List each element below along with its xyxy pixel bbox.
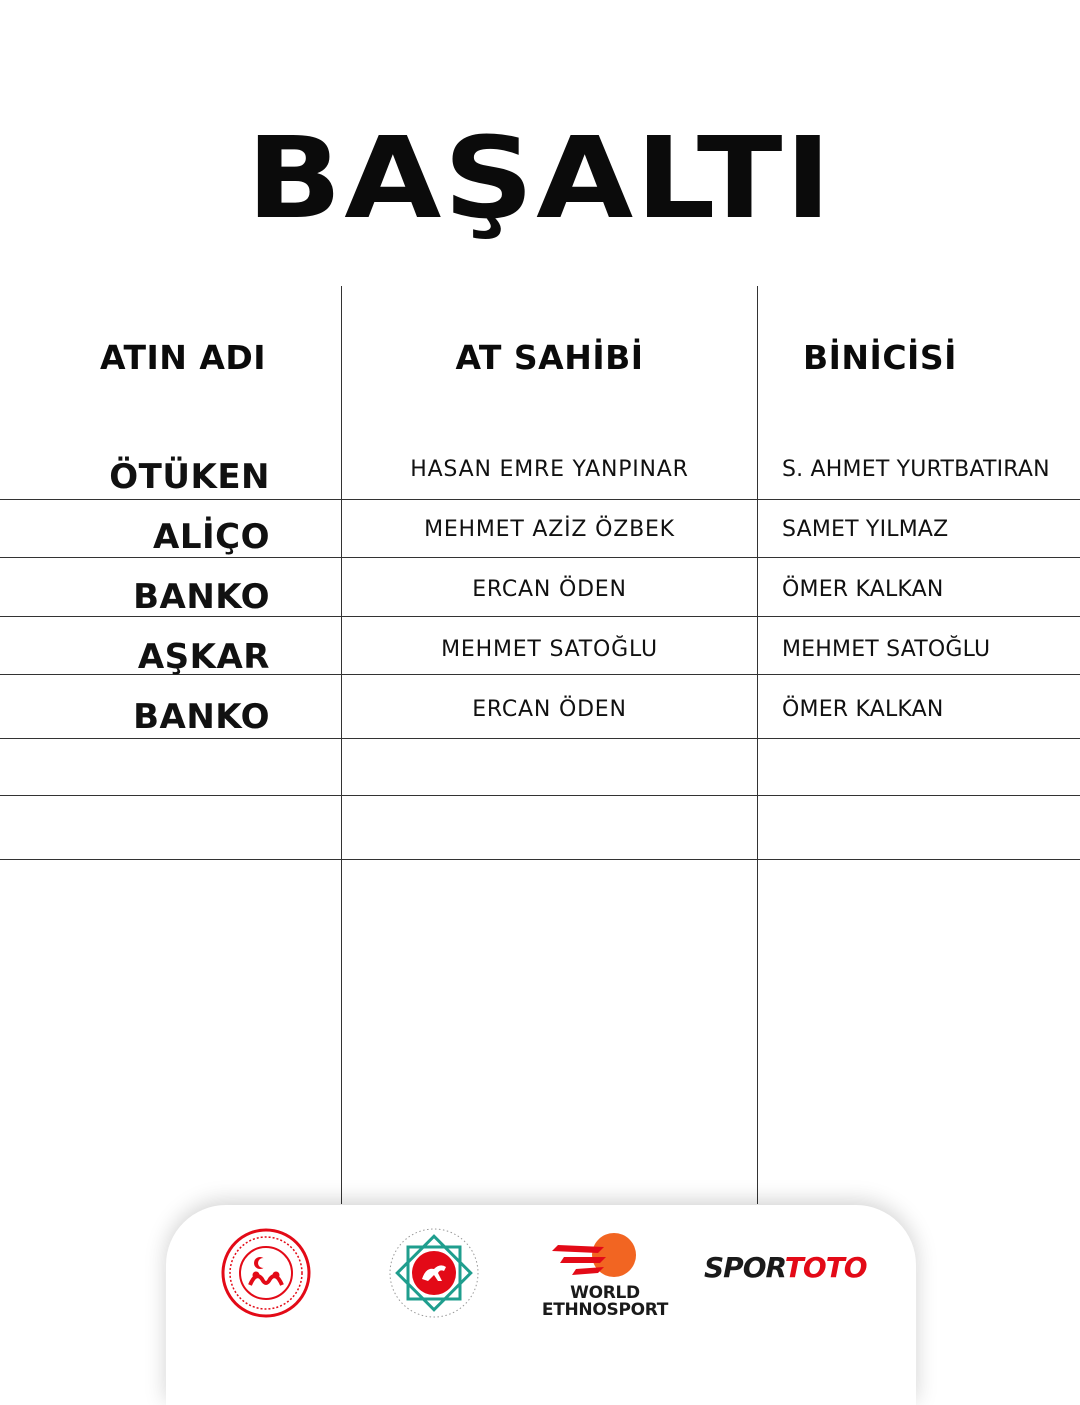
column-divider-1: [341, 286, 342, 1204]
federation-logo: [384, 1223, 484, 1327]
ministry-seal-icon: [220, 1227, 312, 1319]
world-ethnosport-logo: [538, 1229, 672, 1319]
ministry-logo: [220, 1227, 312, 1323]
sponsor-footer: [166, 1205, 916, 1405]
horse-name: BANKO: [133, 577, 270, 617]
owner-name: ERCAN ÖDEN: [472, 577, 627, 602]
owner-name: HASAN EMRE YANPINAR: [410, 457, 689, 482]
federation-seal-icon: [384, 1223, 484, 1323]
sportoto-part2: TOTO: [784, 1251, 867, 1284]
horse-name: ALİÇO: [153, 517, 270, 557]
row-divider: [0, 738, 1080, 739]
ethnosport-flame-icon: [538, 1229, 672, 1281]
ethnosport-word-2: ETHNOSPORT: [541, 1300, 669, 1320]
owner-name: MEHMET SATOĞLU: [441, 637, 658, 662]
column-divider-2: [757, 286, 758, 1204]
horse-name: ÖTÜKEN: [109, 457, 270, 497]
sportoto-part1: SPOR: [704, 1251, 785, 1284]
header-rider: BİNİCİSİ: [803, 338, 957, 377]
header-owner: AT SAHİBİ: [455, 338, 644, 377]
row-divider: [0, 557, 1080, 558]
owner-name: MEHMET AZİZ ÖZBEK: [424, 517, 675, 542]
rider-name: S. AHMET YURTBATIRAN: [782, 457, 1050, 482]
row-divider: [0, 499, 1080, 500]
rider-name: SAMET YILMAZ: [782, 517, 949, 542]
horse-name: AŞKAR: [137, 637, 270, 677]
page-title: BAŞALTI: [246, 114, 834, 244]
row-divider: [0, 859, 1080, 860]
horse-name: BANKO: [133, 697, 270, 737]
owner-name: ERCAN ÖDEN: [472, 697, 627, 722]
rider-name: ÖMER KALKAN: [782, 577, 944, 602]
rider-name: ÖMER KALKAN: [782, 697, 944, 722]
ethnosport-word-1: WORLD: [570, 1283, 640, 1303]
row-divider: [0, 795, 1080, 796]
sportoto-logo: [704, 1251, 867, 1284]
rider-name: MEHMET SATOĞLU: [782, 637, 991, 662]
header-horse-name: ATIN ADI: [100, 338, 267, 377]
